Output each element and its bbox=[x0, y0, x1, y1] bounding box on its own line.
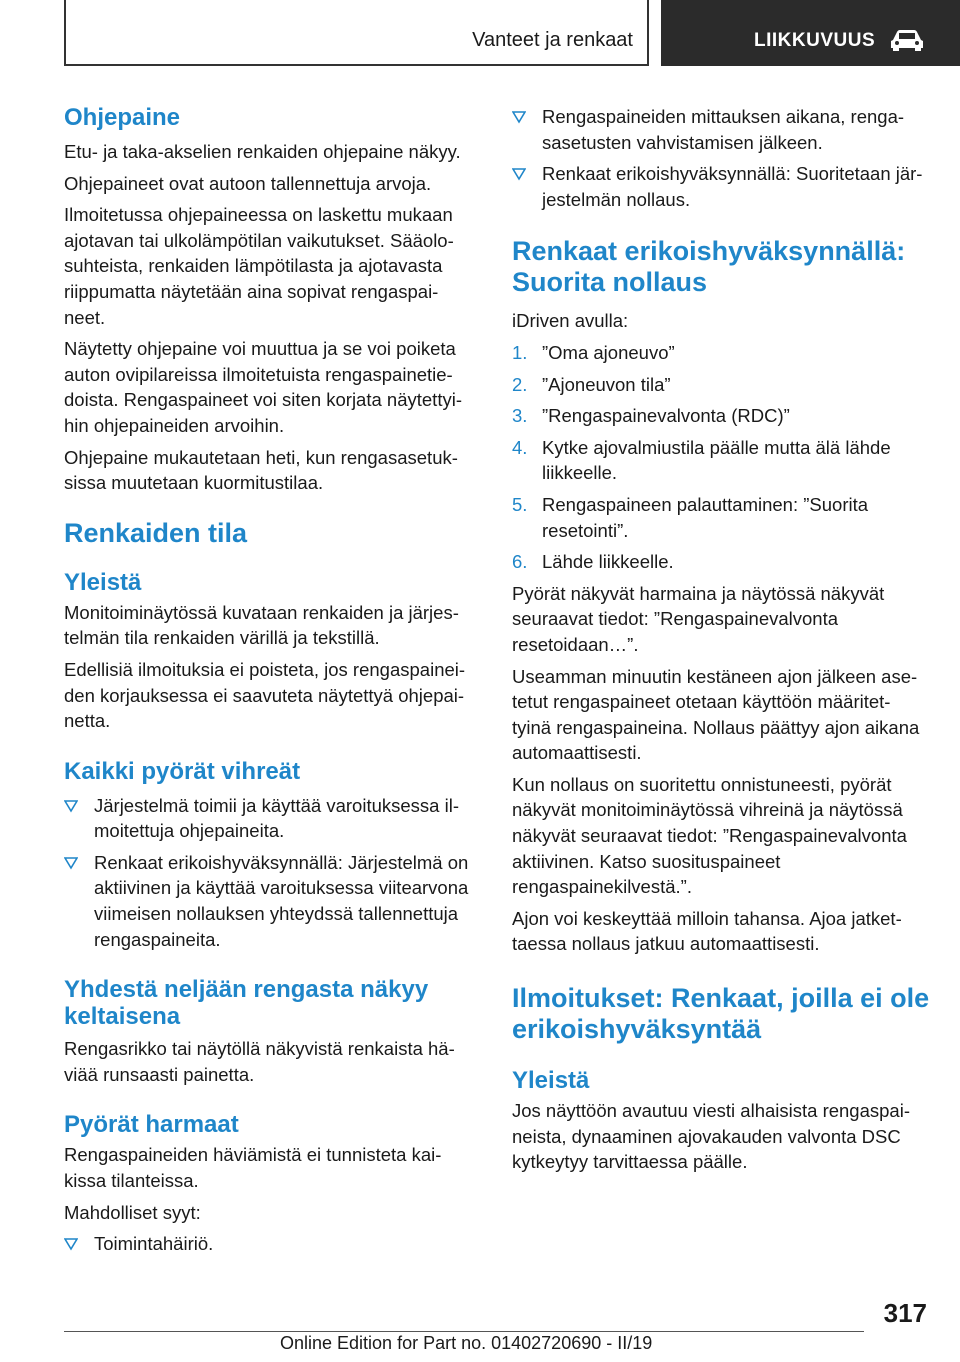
paragraph: Mahdolliset syyt: bbox=[64, 1201, 201, 1223]
step-number: 3. bbox=[512, 405, 528, 427]
paragraph: Rengaspaineiden häviämistä ei tunnisteta kai- kissa tilanteissa. bbox=[64, 1144, 442, 1192]
paragraph: Edellisiä ilmoituksia ei poisteta, jos rengaspainei- den korjauksessa ei saavuteta näytettyä ohjepai- netta. bbox=[64, 658, 466, 732]
section-title: Vanteet ja renkaat bbox=[472, 29, 633, 51]
triangle-bullet-icon bbox=[512, 110, 526, 124]
numbered-list-item bbox=[512, 435, 932, 486]
header-chapter-box bbox=[661, 0, 960, 66]
left-column bbox=[64, 100, 476, 1257]
heading-yleista: Yleistä bbox=[512, 1067, 590, 1095]
paragraph: Ajon voi keskeyttää milloin tahansa. Ajoa jatket- taessa nollaus jatkuu automaattisesti. bbox=[512, 907, 902, 955]
triangle-bullet-icon bbox=[64, 799, 78, 813]
step-number: 5. bbox=[512, 493, 528, 515]
triangle-bullet-icon bbox=[512, 167, 526, 181]
paragraph: Etu- ja taka-akselien renkaiden ohjepaine näkyy. bbox=[64, 141, 461, 162]
paragraph: Näytetty ohjepaine voi muuttua ja se voi poiketa auton ovipilareissa ilmoitetuista rengaspainetie- doista. Rengaspaineet voi siten korjata näytettyi- hin ohjepaineiden arvoihin. bbox=[64, 338, 462, 436]
paragraph: Pyörät näkyvät harmaina ja näytössä näkyvät seuraavat tiedot: ”Rengaspainevalvonta resetoidaan…”. bbox=[512, 582, 885, 655]
step-text: ”Oma ajoneuvo” bbox=[542, 341, 675, 363]
footer-edition: Online Edition for Part no. 01402720690 - II/19 bbox=[280, 1333, 653, 1353]
step-text: Rengaspaineen palauttaminen: ”Suorita bbox=[542, 493, 869, 515]
heading-ohjepaine: Ohjepaine bbox=[64, 104, 181, 131]
paragraph: Jos näyttöön avautuu viesti alhaisista rengaspai- neista, dynaaminen ajovakauden valvonta DSC kytkeytyy tarvittaessa päälle. bbox=[512, 1100, 910, 1173]
triangle-bullet-icon bbox=[64, 1237, 78, 1251]
paragraph: iDriven avulla: bbox=[512, 310, 629, 332]
page-number: 317 bbox=[883, 1298, 927, 1328]
numbered-list-item bbox=[512, 372, 932, 398]
heading-suorita-nollaus: Renkaat erikoishyväksynnällä: Suorita nollaus bbox=[512, 236, 906, 298]
step-number: 6. bbox=[512, 551, 528, 573]
paragraph: Useamman minuutin kestäneen ajon jälkeen ase- tetut rengaspaineet otetaan käyttöön määritet- tyinä rengaspaineina. Nollaus päättyy ajon aikana automaattisesti. bbox=[512, 665, 920, 764]
numbered-list-item bbox=[512, 340, 932, 366]
list-item: Renkaat erikoishyväksynnällä: Järjestelmä on aktiivinen ja käyttää varoituksessa viitearvona viimeisen nollauksen yhteydssä tallennettuja rengaspaineita. bbox=[64, 850, 476, 952]
heading-kaikki-vihreat: Kaikki pyörät vihreät bbox=[64, 757, 301, 785]
heading-yhdesta-neljaan: Yhdestä neljään rengasta näkyy keltaisena bbox=[64, 976, 429, 1031]
step-text: Lähde liikkeelle. bbox=[542, 551, 674, 573]
chapter-title: LIIKKUVUUS bbox=[754, 30, 876, 51]
paragraph: Ilmoitetussa ohjepaineessa on laskettu mukaan ajotavan tai ulkolämpötilan vaikutukset. Sääolo- suhteista, renkaiden lämpötilasta ja ajotavasta riippumatta näytetään aina sopivat rengaspai- neet. bbox=[64, 204, 454, 328]
numbered-list bbox=[512, 340, 932, 575]
paragraph: Rengasrikko tai näytöllä näkyvistä renkaista hä- viää runsaasti painetta. bbox=[64, 1038, 455, 1085]
list-item: Rengaspaineiden mittauksen aikana, renga- sasetusten vahvistamisen jälkeen. bbox=[512, 104, 932, 155]
heading-pyorat-harmaat: Pyörät harmaat bbox=[64, 1111, 239, 1139]
paragraph: Ohjepaineet ovat autoon tallennettuja arvoja. bbox=[64, 172, 432, 194]
step-number: 1. bbox=[512, 341, 528, 363]
right-column bbox=[512, 100, 932, 1175]
step-text: Kytke ajovalmiustila päälle mutta älä lähde bbox=[542, 436, 891, 458]
heading-renkaiden-tila: Renkaiden tila bbox=[64, 517, 248, 548]
car-icon bbox=[889, 26, 925, 52]
numbered-list-item bbox=[512, 492, 932, 543]
paragraph: Ohjepaine mukautetaan heti, kun rengasasetuk- sissa muutetaan kuormitustilaa. bbox=[64, 446, 458, 494]
heading-yleista: Yleistä bbox=[64, 568, 142, 596]
paragraph: Kun nollaus on suoritettu onnistuneesti, pyörät näkyvät monitoiminäytössä vihreinä ja näytössä näkyvät seuraavat tiedot: ”Rengaspainevalvonta aktiivinen. Katso suosituspaineet rengaspainekilvestä.”. bbox=[512, 773, 907, 898]
header-section-box bbox=[64, 0, 649, 66]
step-number: 4. bbox=[512, 436, 528, 458]
list-item: Renkaat erikoishyväksynnällä: Suoritetaan jär- jestelmän nollaus. bbox=[512, 161, 932, 212]
step-number: 2. bbox=[512, 373, 528, 395]
paragraph: Monitoiminäytössä kuvataan renkaiden ja järjes- telmän tila renkaiden värillä ja tekstillä. bbox=[64, 601, 459, 649]
footer-divider bbox=[64, 1331, 864, 1332]
numbered-list-item bbox=[512, 549, 932, 575]
numbered-list-item bbox=[512, 403, 932, 429]
list-item: Järjestelmä toimii ja käyttää varoituksessa il- moitettuja ohjepaineita. bbox=[64, 793, 476, 844]
step-text: resetointi”. bbox=[542, 519, 629, 541]
step-text: liikkeelle. bbox=[542, 462, 618, 484]
triangle-bullet-icon bbox=[64, 856, 78, 870]
heading-ilmoitukset: Ilmoitukset: Renkaat, joilla ei ole erikoishyväksyntää bbox=[512, 983, 930, 1045]
step-text: ”Ajoneuvon tila” bbox=[542, 373, 671, 395]
step-text: ”Rengaspainevalvonta (RDC)” bbox=[542, 405, 790, 427]
list-item: Toimintahäiriö. bbox=[64, 1231, 476, 1257]
